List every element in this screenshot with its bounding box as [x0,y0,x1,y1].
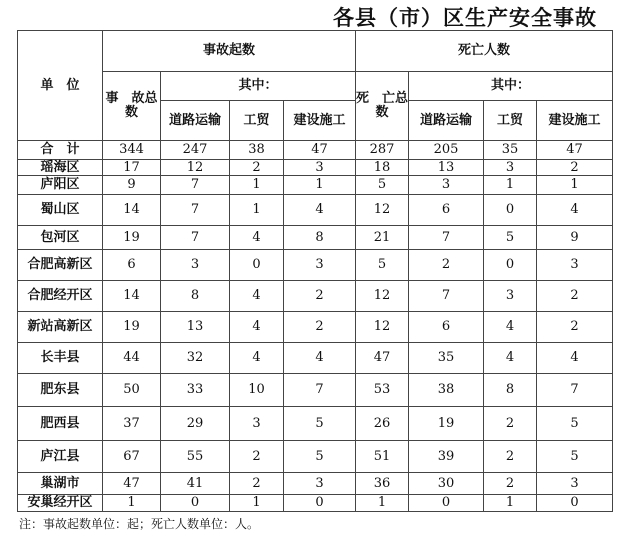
cell-acc-ind: 2 [230,441,284,473]
cell-dth-ind: 1 [484,495,537,512]
cell-acc-con: 4 [284,343,356,374]
unit-header: 单 位 [18,31,103,141]
cell-dth-con: 3 [537,250,613,281]
table-row [18,160,613,176]
page-title: 各县（市）区生产安全事故 [333,6,597,30]
deaths-total-header: 死 亡总 数 [356,72,409,141]
cell-dth-con: 3 [537,473,613,495]
cell-dth-con: 0 [537,495,613,512]
deaths-group-header: 死亡人数 [356,31,613,72]
region-name: 瑶海区 [18,160,103,176]
cell-acc-total: 6 [103,250,161,281]
table-row [18,441,613,473]
cell-acc-con: 3 [284,250,356,281]
table-row [18,250,613,281]
cell-dth-con: 47 [537,141,613,160]
cell-dth-road: 19 [409,407,484,441]
cell-acc-total: 14 [103,195,161,226]
cell-dth-road: 6 [409,195,484,226]
cell-dth-road: 35 [409,343,484,374]
accidents-total-header: 事 故总 数 [103,72,161,141]
cell-acc-ind: 0 [230,250,284,281]
deaths-road-header: 道路运输 [409,101,484,141]
cell-dth-total: 21 [356,226,409,250]
cell-dth-ind: 1 [484,176,537,195]
cell-dth-con: 4 [537,343,613,374]
cell-acc-road: 7 [161,226,230,250]
cell-dth-total: 53 [356,374,409,407]
cell-dth-total: 18 [356,160,409,176]
cell-acc-ind: 1 [230,195,284,226]
cell-acc-con: 2 [284,312,356,343]
cell-acc-con: 5 [284,441,356,473]
cell-dth-road: 205 [409,141,484,160]
cell-acc-road: 32 [161,343,230,374]
region-name: 新站高新区 [18,312,103,343]
cell-acc-road: 247 [161,141,230,160]
cell-acc-road: 41 [161,473,230,495]
cell-dth-road: 39 [409,441,484,473]
cell-acc-total: 67 [103,441,161,473]
deaths-of-which-header: 其中： [409,72,613,101]
cell-acc-road: 29 [161,407,230,441]
table-row [18,374,613,407]
cell-acc-ind: 1 [230,176,284,195]
cell-dth-total: 12 [356,312,409,343]
cell-acc-con: 0 [284,495,356,512]
region-name: 肥东县 [18,374,103,407]
cell-dth-total: 5 [356,176,409,195]
cell-dth-con: 2 [537,281,613,312]
table-row [18,281,613,312]
cell-dth-road: 6 [409,312,484,343]
cell-dth-ind: 4 [484,312,537,343]
cell-dth-total: 26 [356,407,409,441]
cell-dth-road: 7 [409,281,484,312]
cell-acc-ind: 2 [230,473,284,495]
cell-dth-road: 3 [409,176,484,195]
accident-table [17,30,613,512]
cell-dth-ind: 3 [484,160,537,176]
table-row [18,176,613,195]
cell-acc-con: 7 [284,374,356,407]
cell-acc-road: 8 [161,281,230,312]
cell-acc-total: 44 [103,343,161,374]
cell-dth-ind: 0 [484,250,537,281]
region-name: 合肥高新区 [18,250,103,281]
cell-dth-total: 47 [356,343,409,374]
accidents-construction-header: 建设施工 [284,101,356,141]
cell-acc-con: 47 [284,141,356,160]
cell-dth-con: 7 [537,374,613,407]
cell-acc-con: 1 [284,176,356,195]
cell-acc-ind: 4 [230,312,284,343]
cell-dth-road: 38 [409,374,484,407]
cell-dth-total: 12 [356,281,409,312]
deaths-industry-header: 工贸 [484,101,537,141]
table-row [18,343,613,374]
cell-acc-road: 7 [161,195,230,226]
cell-acc-total: 1 [103,495,161,512]
region-name: 蜀山区 [18,195,103,226]
cell-acc-ind: 38 [230,141,284,160]
accidents-road-header: 道路运输 [161,101,230,141]
cell-acc-ind: 1 [230,495,284,512]
cell-dth-total: 36 [356,473,409,495]
region-name: 庐江县 [18,441,103,473]
cell-acc-con: 8 [284,226,356,250]
cell-dth-con: 2 [537,160,613,176]
table-row [18,312,613,343]
region-name: 巢湖市 [18,473,103,495]
cell-dth-ind: 2 [484,473,537,495]
cell-dth-road: 30 [409,473,484,495]
cell-acc-road: 0 [161,495,230,512]
cell-acc-road: 33 [161,374,230,407]
region-name: 安巢经开区 [18,495,103,512]
cell-dth-ind: 4 [484,343,537,374]
cell-dth-ind: 2 [484,441,537,473]
cell-dth-total: 5 [356,250,409,281]
accidents-of-which-header: 其中： [161,72,356,101]
cell-acc-total: 9 [103,176,161,195]
cell-dth-road: 7 [409,226,484,250]
cell-acc-ind: 10 [230,374,284,407]
region-name: 合肥经开区 [18,281,103,312]
cell-dth-ind: 5 [484,226,537,250]
cell-acc-ind: 4 [230,226,284,250]
cell-acc-total: 19 [103,312,161,343]
table-row [18,195,613,226]
cell-dth-con: 5 [537,407,613,441]
cell-acc-con: 3 [284,160,356,176]
region-name: 肥西县 [18,407,103,441]
cell-acc-con: 2 [284,281,356,312]
cell-acc-road: 7 [161,176,230,195]
table-row [18,226,613,250]
cell-dth-total: 287 [356,141,409,160]
cell-dth-ind: 0 [484,195,537,226]
cell-acc-road: 12 [161,160,230,176]
cell-dth-con: 2 [537,312,613,343]
cell-dth-total: 51 [356,441,409,473]
cell-dth-road: 0 [409,495,484,512]
footnote: 注：事故起数单位：起；死亡人数单位：人。 [19,517,260,531]
cell-acc-con: 3 [284,473,356,495]
cell-acc-ind: 4 [230,343,284,374]
cell-acc-con: 5 [284,407,356,441]
cell-acc-total: 37 [103,407,161,441]
cell-dth-con: 9 [537,226,613,250]
deaths-construction-header: 建设施工 [537,101,613,141]
cell-dth-ind: 8 [484,374,537,407]
cell-acc-ind: 2 [230,160,284,176]
region-name: 包河区 [18,226,103,250]
cell-dth-ind: 35 [484,141,537,160]
region-name: 长丰县 [18,343,103,374]
cell-dth-con: 5 [537,441,613,473]
cell-dth-ind: 2 [484,407,537,441]
region-name: 庐阳区 [18,176,103,195]
cell-acc-total: 14 [103,281,161,312]
accidents-industry-header: 工贸 [230,101,284,141]
cell-dth-road: 2 [409,250,484,281]
cell-acc-total: 17 [103,160,161,176]
region-name: 合 计 [18,141,103,160]
accidents-group-header: 事故起数 [103,31,356,72]
cell-acc-total: 50 [103,374,161,407]
table-row [18,407,613,441]
cell-acc-road: 3 [161,250,230,281]
cell-acc-con: 4 [284,195,356,226]
cell-dth-ind: 3 [484,281,537,312]
cell-acc-road: 55 [161,441,230,473]
cell-acc-total: 344 [103,141,161,160]
cell-dth-road: 13 [409,160,484,176]
cell-acc-road: 13 [161,312,230,343]
cell-acc-total: 47 [103,473,161,495]
cell-acc-total: 19 [103,226,161,250]
cell-acc-ind: 3 [230,407,284,441]
cell-dth-total: 1 [356,495,409,512]
cell-dth-con: 1 [537,176,613,195]
cell-acc-ind: 4 [230,281,284,312]
table-row [18,473,613,495]
cell-dth-con: 4 [537,195,613,226]
table-row [18,141,613,160]
table-row [18,495,613,512]
cell-dth-total: 12 [356,195,409,226]
